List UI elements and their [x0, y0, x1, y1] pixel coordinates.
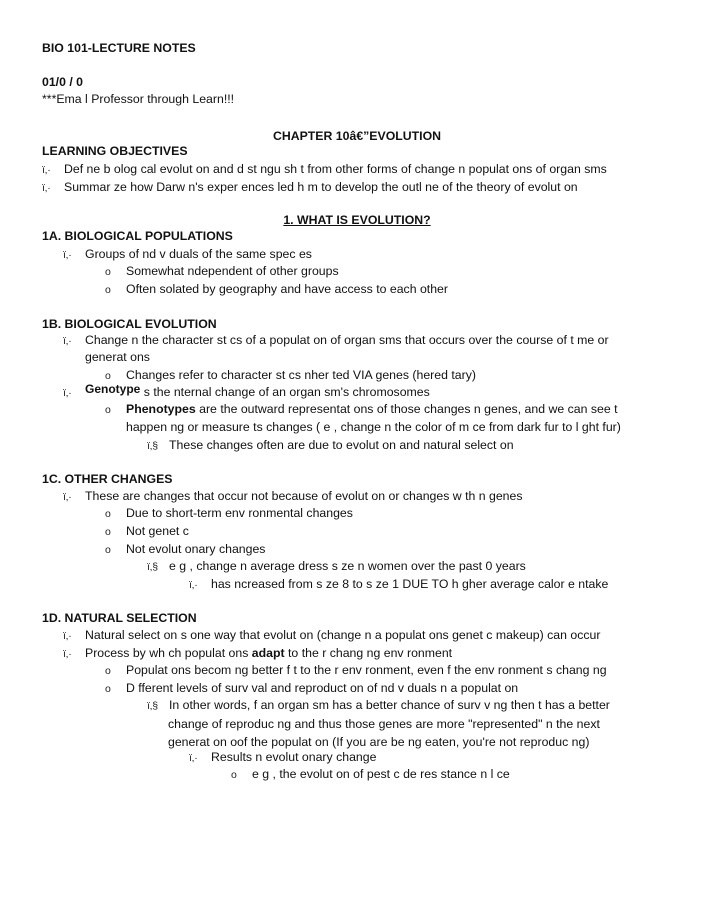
list-item: ï‚· has ncreased from s ze 8 to s ze 1 DUE TO h gher average calor e ntake	[189, 577, 609, 591]
bullet-marker: ï‚·	[63, 249, 72, 261]
bullet-marker: ï‚·	[63, 491, 72, 503]
chapter-title: CHAPTER 10â€”EVOLUTION	[272, 129, 442, 143]
square-marker: ï‚§	[147, 561, 159, 573]
sub-marker: o	[231, 769, 237, 781]
list-item: ï‚· Process by wh ch populat ons adapt to the r chang ng env ronment	[63, 646, 453, 660]
objective-item: ï‚· Def ne b olog cal evolut on and d st ngu sh t from other forms of change n populat ons of organ sms	[42, 162, 607, 176]
list-item: o Not genet c	[105, 524, 189, 538]
list-item: o Phenotypes are the outward representat ons of those changes n genes, and we can see t	[105, 402, 618, 416]
list-item-continuation: generat ons	[85, 350, 150, 364]
bullet-marker: ï‚·	[63, 335, 72, 347]
list-item: ï‚· Groups of nd v duals of the same spec es	[63, 247, 312, 261]
list-item: o D fferent levels of surv val and reproduct on of nd v duals n a populat on	[105, 681, 519, 695]
sub-marker: o	[105, 370, 111, 382]
objective-item: ï‚· Summar ze how Darw n's exper ences led h m to develop the outl ne of the theory of evolut on	[42, 180, 578, 194]
list-item: ï‚· Genotype s the nternal change of an organ sm's chromosomes	[63, 382, 430, 399]
bullet-marker: ï‚·	[63, 630, 72, 642]
sub-marker: o	[105, 508, 111, 520]
list-item: ï‚· Results n evolut onary change	[189, 750, 377, 764]
square-marker: ï‚§	[147, 700, 159, 712]
bullet-marker: ï‚·	[189, 752, 198, 764]
list-item-continuation: change of reproduc ng and thus those genes are more "represented" n the next	[168, 717, 600, 731]
list-item: ï‚§ e g , change n average dress s ze n women over the past 0 years	[147, 559, 526, 573]
course-title: BIO 101-LECTURE NOTES	[42, 41, 196, 55]
term-phenotypes: Phenotypes	[126, 402, 196, 416]
section-title: 1. WHAT IS EVOLUTION?	[283, 213, 431, 227]
list-item: o Populat ons becom ng better f t to the r env ronment, even f the env ronment s chang ng	[105, 663, 607, 677]
square-marker: ï‚§	[147, 440, 159, 452]
sub-marker: o	[105, 544, 111, 556]
section-1a-heading: 1A. BIOLOGICAL POPULATIONS	[42, 229, 233, 243]
list-item: ï‚· Natural select on s one way that evolut on (change n a populat ons genet c makeup) can occur	[63, 628, 601, 642]
sub-marker: o	[105, 284, 111, 296]
bullet-marker: ï‚·	[42, 182, 51, 194]
term-genotype: Genotype	[85, 382, 141, 396]
list-item: ï‚§ In other words, f an organ sm has a better chance of surv v ng then t has a better	[147, 698, 610, 712]
list-item: ï‚§ These changes often are due to evolut on and natural select on	[147, 438, 514, 452]
list-item: o Not evolut onary changes	[105, 542, 266, 556]
section-1c-heading: 1C. OTHER CHANGES	[42, 472, 173, 486]
sub-marker: o	[105, 404, 111, 416]
list-item: ï‚· These are changes that occur not because of evolut on or changes w th n genes	[63, 489, 523, 503]
bullet-marker: ï‚·	[63, 387, 72, 399]
list-item-continuation: generat on oof the populat on (If you are be ng eaten, you're not reproduc ng)	[168, 735, 590, 749]
list-item: o Somewhat ndependent of other groups	[105, 264, 339, 278]
term-adapt: adapt	[251, 646, 285, 660]
section-1d-heading: 1D. NATURAL SELECTION	[42, 611, 197, 625]
lecture-date: 01/0 / 0	[42, 75, 84, 89]
list-item-continuation: happen ng or measure ts changes ( e , change n the color of m ce from dark fur to l ght fur)	[126, 420, 621, 434]
list-item: ï‚· Change n the character st cs of a populat on of organ sms that occurs over the course of t me or	[63, 333, 609, 347]
bullet-marker: ï‚·	[189, 579, 198, 591]
sub-marker: o	[105, 665, 111, 677]
list-item: o e g , the evolut on of pest c de res stance n l ce	[231, 767, 510, 781]
bullet-marker: ï‚·	[42, 164, 51, 176]
section-1b-heading: 1B. BIOLOGICAL EVOLUTION	[42, 317, 217, 331]
sub-marker: o	[105, 266, 111, 278]
list-item: o Due to short-term env ronmental changes	[105, 506, 353, 520]
learning-objectives-heading: LEARNING OBJECTIVES	[42, 144, 188, 158]
list-item: o Changes refer to character st cs nher ted VIA genes (hered tary)	[105, 368, 476, 382]
email-note: ***Ema l Professor through Learn!!!	[42, 92, 235, 106]
sub-marker: o	[105, 683, 111, 695]
bullet-marker: ï‚·	[63, 648, 72, 660]
list-item: o Often solated by geography and have access to each other	[105, 282, 448, 296]
sub-marker: o	[105, 526, 111, 538]
